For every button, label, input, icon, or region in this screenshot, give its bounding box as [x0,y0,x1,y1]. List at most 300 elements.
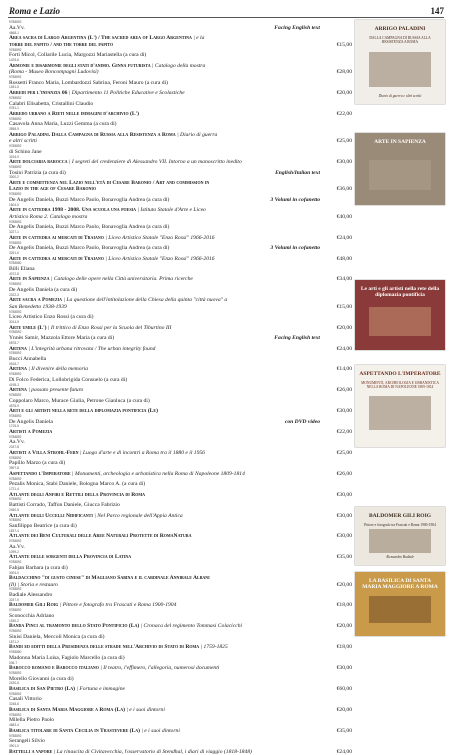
catalog-entry-line [9,311,352,321]
cover-title: ARRIGO PALADINI [374,26,426,32]
price: €15,00 [336,41,352,48]
title-line [9,256,352,262]
author-name: De Angelis Daniela [9,418,53,425]
catalog-entry-line [9,363,352,373]
book-subtitle: | Istituto Statale d'Arte e Liceo [136,207,206,214]
book-title: Armonie e disarmonie degli stati d'animo. Ginna futurista [9,62,151,69]
book-title: Arredi per l'infanzia 06 [9,90,68,97]
price: €24,00 [336,748,352,755]
book-title: Arte in cattedra ai mercati di Traiano [9,234,104,241]
author-name: Bucci Annabella [9,355,47,362]
book-title: Baldacchino "di gusto cinese" di Magliano Sabina e il cardinale Annibale Albani [9,575,210,582]
catalog-entry-line [9,745,352,755]
catalog-entry-line [9,283,352,293]
author-line [9,287,352,293]
isbn-code: 9788892 [9,282,22,287]
catalog-entry-line [9,69,352,75]
catalog-entry-line [9,394,352,404]
catalog-entry-line [9,519,352,529]
catalog-entry-line [9,186,352,192]
price: €26,00 [336,470,352,477]
cover-subtitle: Pittore e fotografo tra Frascati e Roma 1900-1904 [364,523,436,527]
book-title: Area sacra di Largo Argentina (L') / The sacred area of Largo Argentina [9,35,192,42]
book-subtitle: | Cronaca del regimento Tommasi Colacicchi [139,623,243,630]
cover-title: LA BASILICA DI SANTA MARIA MAGGIORE A ROMA [362,578,438,590]
price: €20,00 [336,706,352,713]
price: €26,00 [336,387,352,394]
author-name: Pezalis Monica, Stabi Daniele, Bologna Marco A. (a cura di) [9,481,146,488]
title-line [9,644,352,650]
author-note: Facing English text [274,335,320,342]
book-subtitle: e altri scritti [9,138,37,145]
book-title: Arte in cattedra 1998 - 2008. Una scuola una poesia [9,207,136,214]
price: €48,00 [336,255,352,262]
book-subtitle: | L'integrità urbana ritrovata / The urban integrity found [26,345,156,352]
subtitle-continuation [9,138,352,144]
price: €20,00 [336,90,352,97]
catalog-entry-line [9,342,352,352]
title-line [9,450,352,456]
price: €30,00 [336,665,352,672]
book-subtitle: | Catalogo della mostra [150,62,206,69]
author-line [9,481,352,487]
book-subtitle: | Il teatro, l'effimero, l'allegoria, numerosi documenti [98,665,220,672]
catalog-entry-line [9,724,352,734]
title-line [9,90,352,96]
isbn-code: 9788892 [9,629,22,634]
catalog-entry-line [9,703,352,713]
cover-image [369,529,431,553]
catalog-entry-line [9,467,352,477]
price: €34,00 [336,276,352,283]
subtitle-continuation [9,69,352,75]
author-name: Billi Eliana [9,266,35,272]
price: €18,00 [336,644,352,651]
book-title: Arte in cattedra ai mercati di Traiano [9,255,104,262]
isbn-code: 9788892 [9,712,22,717]
book-title: Atlante degli Uccelli Nidificanti [9,512,93,519]
isbn-code: 1871-2 [9,639,19,644]
isbn-code: 4576-9 [9,403,19,408]
title-line [9,159,352,165]
isbn-code: 3004-0 [9,570,19,575]
book-title: Artena [9,387,27,394]
price: €30,00 [336,491,352,498]
price: €25,00 [336,138,352,145]
book-subtitle: | passato presente futuro [26,387,84,394]
price: €30,00 [336,512,352,519]
isbn-code: 9788892 [9,455,22,460]
price: €30,00 [336,408,352,415]
author-name: Liceo Artistico Enzo Rossi (a cura di) [9,314,94,321]
title-line [9,728,352,734]
book-subtitle: (Il) | Storia e restauro [9,581,58,588]
author-name: Serangeli Silvio [9,738,45,745]
isbn-code: 3000-2 [9,175,19,180]
catalog-entry-line [9,457,352,467]
author-line [9,398,352,404]
price: €14,00 [336,366,352,373]
catalog-entry-line [9,304,352,310]
title-line [9,429,352,435]
cover-basilica-santa-maria [355,572,445,636]
catalog-entry-line [9,620,352,630]
catalog-entry-line [9,49,352,59]
catalog-entry-line [9,21,352,31]
book-subtitle: | 1759-1825 [199,644,228,651]
catalog-entry-line [9,651,352,661]
book-subtitle: | e i suoi dintorni [139,727,180,734]
book-title: torre del papito / and the torre del papito [9,41,114,48]
catalog-entry-line [9,294,352,304]
catalog-entry-line [9,352,352,362]
isbn-code: 9788892 [9,476,22,481]
catalog-entry-line [9,145,352,155]
price: €20,00 [336,623,352,630]
book-title: Battelli a vapore [9,748,53,755]
cover-baldomer-gili-roig [355,507,445,565]
author-name: Di Folco Federica, Lollobrigida Consuelo (a cura di) [9,376,128,383]
catalog-entry-line [9,214,352,220]
isbn-code: 1837-4 [9,528,19,533]
isbn-code: 3248-6 [9,702,19,707]
title-line [9,346,352,352]
cover-image [369,596,431,623]
isbn-code: 9788892 [9,670,22,675]
author-name: Sanfilippo Beatrice (a cura di) [9,522,77,529]
catalog-entry-line [9,59,352,69]
price: €60,00 [336,685,352,692]
author-line [9,356,352,362]
book-title: Arte umile (L') [9,324,47,331]
catalog-entry-line [9,641,352,651]
catalog-entry-line [9,138,352,144]
author-name: De Angelis Daniela, Buzzi Marco Paolo, Bonavoglia Andrea (a cura di) [9,224,170,231]
price: €25,00 [336,449,352,456]
isbn-code: 9788892 [9,560,22,565]
isbn-code: 9788880 [9,650,22,655]
cover-subtitle: MONUMENTI, ARCHEOLOGIA E URBANISTICA NELLA ROMA DI NAPOLEONE 1809-1814 [361,381,439,389]
book-title: Atlante dei Beni Culturali delle Aree Naturali Protette di RomaNatura [9,533,192,540]
catalog-entry-line [9,582,352,588]
author-name: Fabjan Barbara (a cura di) [9,564,68,571]
book-subtitle: | Pittore e fotografo tra Frascati e Roma 1900-1904 [58,602,177,609]
author-name: De Angelis Daniela, Buzzi Marco Paolo, Bonavoglia Andrea (a cura di) [9,196,170,203]
book-subtitle: | Diario di guerra [175,131,218,138]
title-line [9,533,352,539]
cover-image [369,160,431,190]
book-title: Arte dolciaria barocca [9,159,68,166]
author-line [9,377,352,383]
isbn-code: 9788892 [9,518,22,523]
isbn-code: 9788892 [9,351,22,356]
author-name: Morello Giovanni (a cura di) [9,675,74,682]
author-line [9,314,352,320]
catalog-entry-line [9,572,352,582]
price: €28,00 [336,69,352,76]
book-title: Basilica titolare di Santa Cecilia in Trastevere (La) [9,727,140,734]
book-title: Artena [9,366,27,373]
catalog-entry-line [9,156,352,166]
cover-arti-diplomazia [355,280,445,350]
author-name: Casavola Anna Maria, Luzzi Gemma (a cura di) [9,121,117,128]
title-line [9,366,352,372]
price: €22,00 [336,429,352,436]
isbn-code: 4668-1 [9,30,19,35]
book-subtitle: | La rinascita di Civitavecchia, l'osservatorio di Stendhal, i diari di viaggio (1818-1848) [52,748,252,755]
isbn-code: 9788892 [9,434,22,439]
author-line [9,523,352,529]
isbn-code: 1715-5 [9,424,19,429]
author-name: Papillo Marzo (a cura di) [9,460,66,467]
subtitle-continuation [9,214,352,220]
book-title: Artisti a Villa Strohl-Fern [9,449,79,456]
isbn-code: 9788892 [9,539,22,544]
isbn-code: 9788892 [9,20,22,25]
title-line [9,686,352,692]
book-subtitle: (Roma - Museo Boncompagni Ludovisi) [9,69,99,76]
isbn-code: 1099-2 [9,549,19,554]
author-name: Aa.Vv. [9,543,25,550]
author-line [9,544,352,550]
book-title: Arte e committenza nel Lazio nell'età di Cesare Baronio / Art and commission in [9,180,210,187]
price: €40,00 [336,213,352,220]
isbn-code: 9788892 [9,330,22,335]
author-line [9,676,352,682]
price: €18,00 [336,602,352,609]
isbn-code: 006-7 [9,660,18,665]
catalog-entry-line [9,662,352,672]
catalog-entry-line [9,86,352,96]
catalog-entry-line [9,436,352,446]
title-line [9,602,352,608]
title-line [9,749,352,755]
isbn-code: 4683-4 [9,723,19,728]
cover-title: ARTE IN SAPIENZA [374,139,426,145]
author-note: 3 Volumi in cofanetto [270,245,320,252]
author-line [9,613,352,619]
title-line [9,387,352,393]
author-line [9,266,352,272]
isbn-code: 9788892 [9,240,22,245]
book-subtitle: | Liceo Artistico Statale "Enzo Rossi" 1966-2016 [103,255,215,262]
isbn-code: 2022-3 [9,292,19,297]
catalog-entry-line [9,682,352,692]
catalog-entry-line [9,561,352,571]
book-subtitle: | Luogo d'arte e di incontri a Roma tra il 1880 e il 1956 [78,449,205,456]
catalog-entry-line [9,193,352,203]
author-name: Sinisi Daniela, Meccoli Monica (a cura di) [9,633,105,640]
author-line [9,460,352,466]
isbn-code: 9788892 [9,372,22,377]
catalog-entry-line [9,530,352,540]
author-line [9,738,352,744]
author-line [9,80,352,86]
title-line [9,623,352,629]
catalog-entry-line [9,176,352,186]
author-line [9,224,352,230]
cover-subtitle: DALLA CAMPAGNA DI RUSSIA ALLA RESISTENZA A ROMA [369,36,431,44]
book-title: Bandi ed editti della Presidenza delle strade nell'Archivio di Stato di Roma [9,644,200,651]
isbn-code: 9788892 [9,219,22,224]
catalog-entry-line [9,498,352,508]
book-subtitle: | Liceo Artistico Statale "Enzo Rossi" 1966-2016 [103,234,215,241]
cover-title: BALDOMER GILI ROIG [368,513,432,519]
catalog-entry-line [9,76,352,86]
author-name: Rossetti Franco Maria, Lombardozzi Sabrina, Feroni Mauro (a cura di) [9,79,168,86]
isbn-code: 9788892 [9,309,22,314]
catalog-entry-line [9,540,352,550]
book-subtitle: | Nel Parco regionale dell'Appia Antica [92,512,183,519]
catalog-entry-line [9,588,352,598]
isbn-code: 3251-6 [9,250,19,255]
catalog-entry-line [9,714,352,724]
book-title: Basilica di Santa Maria Maggiore a Roma (La) [9,706,125,713]
isbn-code: 9788892 [9,393,22,398]
isbn-code: 0518-7 [9,361,19,366]
author-name: Ynnès Samir, Mazzola Ettore Maria (a cura di) [9,335,115,342]
author-line [9,197,352,203]
catalog-entry-line [9,107,352,117]
catalog-entry-line [9,32,352,42]
isbn-code: 9788892 [9,47,22,52]
catalog-entry-line [9,693,352,703]
isbn-code: 2450-5 [9,507,19,512]
catalog-entry-line [9,42,352,48]
author-line [9,502,352,508]
author-name: De Angelis Daniela (a cura di) [9,286,78,293]
book-subtitle: | Il trittico di Enzo Rossi per la Scuola del Tiburtino III [46,324,172,331]
author-name: Casali Vittorio [9,696,42,703]
book-title: Aspettando l'Imperatore [9,470,71,477]
author-line [9,25,352,31]
book-subtitle: | La questione dell'intitolazione della Chiesa della quinta "città nuova" a [62,297,228,304]
catalog-entry-line [9,478,352,488]
price: €36,00 [336,186,352,193]
catalog-entry-line [9,221,352,231]
title-line [9,408,352,414]
title-line [9,513,352,519]
author-line [9,592,352,598]
isbn-code: 3997-8 [9,466,19,471]
title-line [9,554,352,560]
isbn-code: 4198-3 [9,382,19,387]
book-subtitle: | Catalogo delle opere nella Città universitaria. Prima ricerche [49,276,193,283]
author-name: Madonna Maria Luisa, Fagiolo Marcello (a cura di) [9,654,125,661]
author-line [9,655,352,661]
isbn-code: 9788880 [9,261,22,266]
book-subtitle: | I segreti del credenziere di Alessandro VII. Intorno a un manoscritto inedito [67,159,242,166]
isbn-code: 9788892 [9,192,22,197]
book-subtitle: | Fortuna e immagine [75,685,126,692]
catalog-entry-line [9,599,352,609]
isbn-code: 9788892 [9,116,22,121]
catalog-entry-line [9,446,352,456]
cover-extra: Alessandro Badiale [385,555,415,559]
book-title: Arredo urbano a Rieti nelle immagini d'archivio (L') [9,110,139,117]
author-line [9,717,352,723]
title-line [9,276,352,282]
author-note: Facing English text [274,24,320,31]
catalog-entry-line [9,321,352,331]
isbn-code: 3194-9 [9,154,19,159]
cover-title: ASPETTANDO L'IMPERATORE [359,371,441,377]
isbn-code: 9788892 [9,75,22,80]
catalog-entry-line [9,384,352,394]
book-title: Arti e gli artisti nella rete della diplomazia pontificia (Le) [9,408,158,415]
price: €35,00 [336,727,352,734]
author-name: Calabri Elisabetta, Cristallini Claudio [9,100,94,107]
isbn-code: 9788892 [9,413,22,418]
isbn-code: 9788892 [9,165,22,169]
author-line [9,565,352,571]
isbn-code: 9788892 [9,608,22,613]
book-title: Artisti a Pomezia [9,429,53,436]
book-subtitle: San Benedetto 1938-1939 [9,303,67,310]
cover-image [369,52,431,87]
author-name: Tosini Patrizia (a cura di) [9,169,66,176]
author-note: 3 Volumi in cofanetto [270,196,320,203]
catalog-entry-line [9,204,352,214]
price: €20,00 [336,324,352,331]
book-title: Arte sacra a Pomezia [9,297,63,304]
author-line [9,121,352,127]
isbn-code: 2430-6 [9,681,19,686]
header-rule [8,17,444,18]
price: €22,00 [336,110,352,117]
author-name: Sconocchia Adriano [9,612,55,619]
price: €30,00 [336,533,352,540]
title-line [9,42,352,48]
author-note: con DVD video [284,418,320,425]
catalog-entry-line [9,331,352,341]
book-subtitle: | e la [191,35,205,42]
catalog-entry-line [9,735,352,745]
title-line [9,665,352,671]
book-title: Arrigo Paladini. Dalla Campagna di Russia alla Resistenza a Roma [9,131,176,138]
author-line [9,335,352,341]
title-line [9,186,352,192]
cover-image [369,396,431,430]
catalog-entry-line [9,128,352,138]
subtitle-continuation [9,304,352,310]
isbn-code: 9788892 [9,144,22,149]
catalog-entry-line [9,97,352,107]
author-line [9,696,352,702]
isbn-code: 9788892 [9,497,22,502]
catalog-listing [9,21,352,755]
book-title: Artena [9,345,27,352]
book-title: Barocco romano e Barocco italiano [9,665,99,672]
catalog-entry-line [9,405,352,415]
title-line [9,235,352,241]
isbn-code: 1530-2 [9,618,19,623]
isbn-code: 3901-0 [9,744,19,748]
author-name: Aa.Vv. [9,439,25,446]
book-subtitle: | Il divenire della memoria [26,366,89,373]
catalog-entry-line [9,252,352,262]
isbn-code: 3227-1 [9,230,19,235]
catalog-entry-line [9,415,352,425]
author-line [9,245,352,251]
title-line [9,111,352,117]
cover-extra: Diario di guerra e altri scritti [378,94,422,98]
book-title: Atlante degli Anfibi e Rettili della Provincia di Roma [9,491,146,498]
price: €15,00 [336,303,352,310]
isbn-code: 1721-4 [9,487,19,492]
author-name: Aa.Vv. [9,24,25,31]
catalog-entry-line [9,425,352,435]
